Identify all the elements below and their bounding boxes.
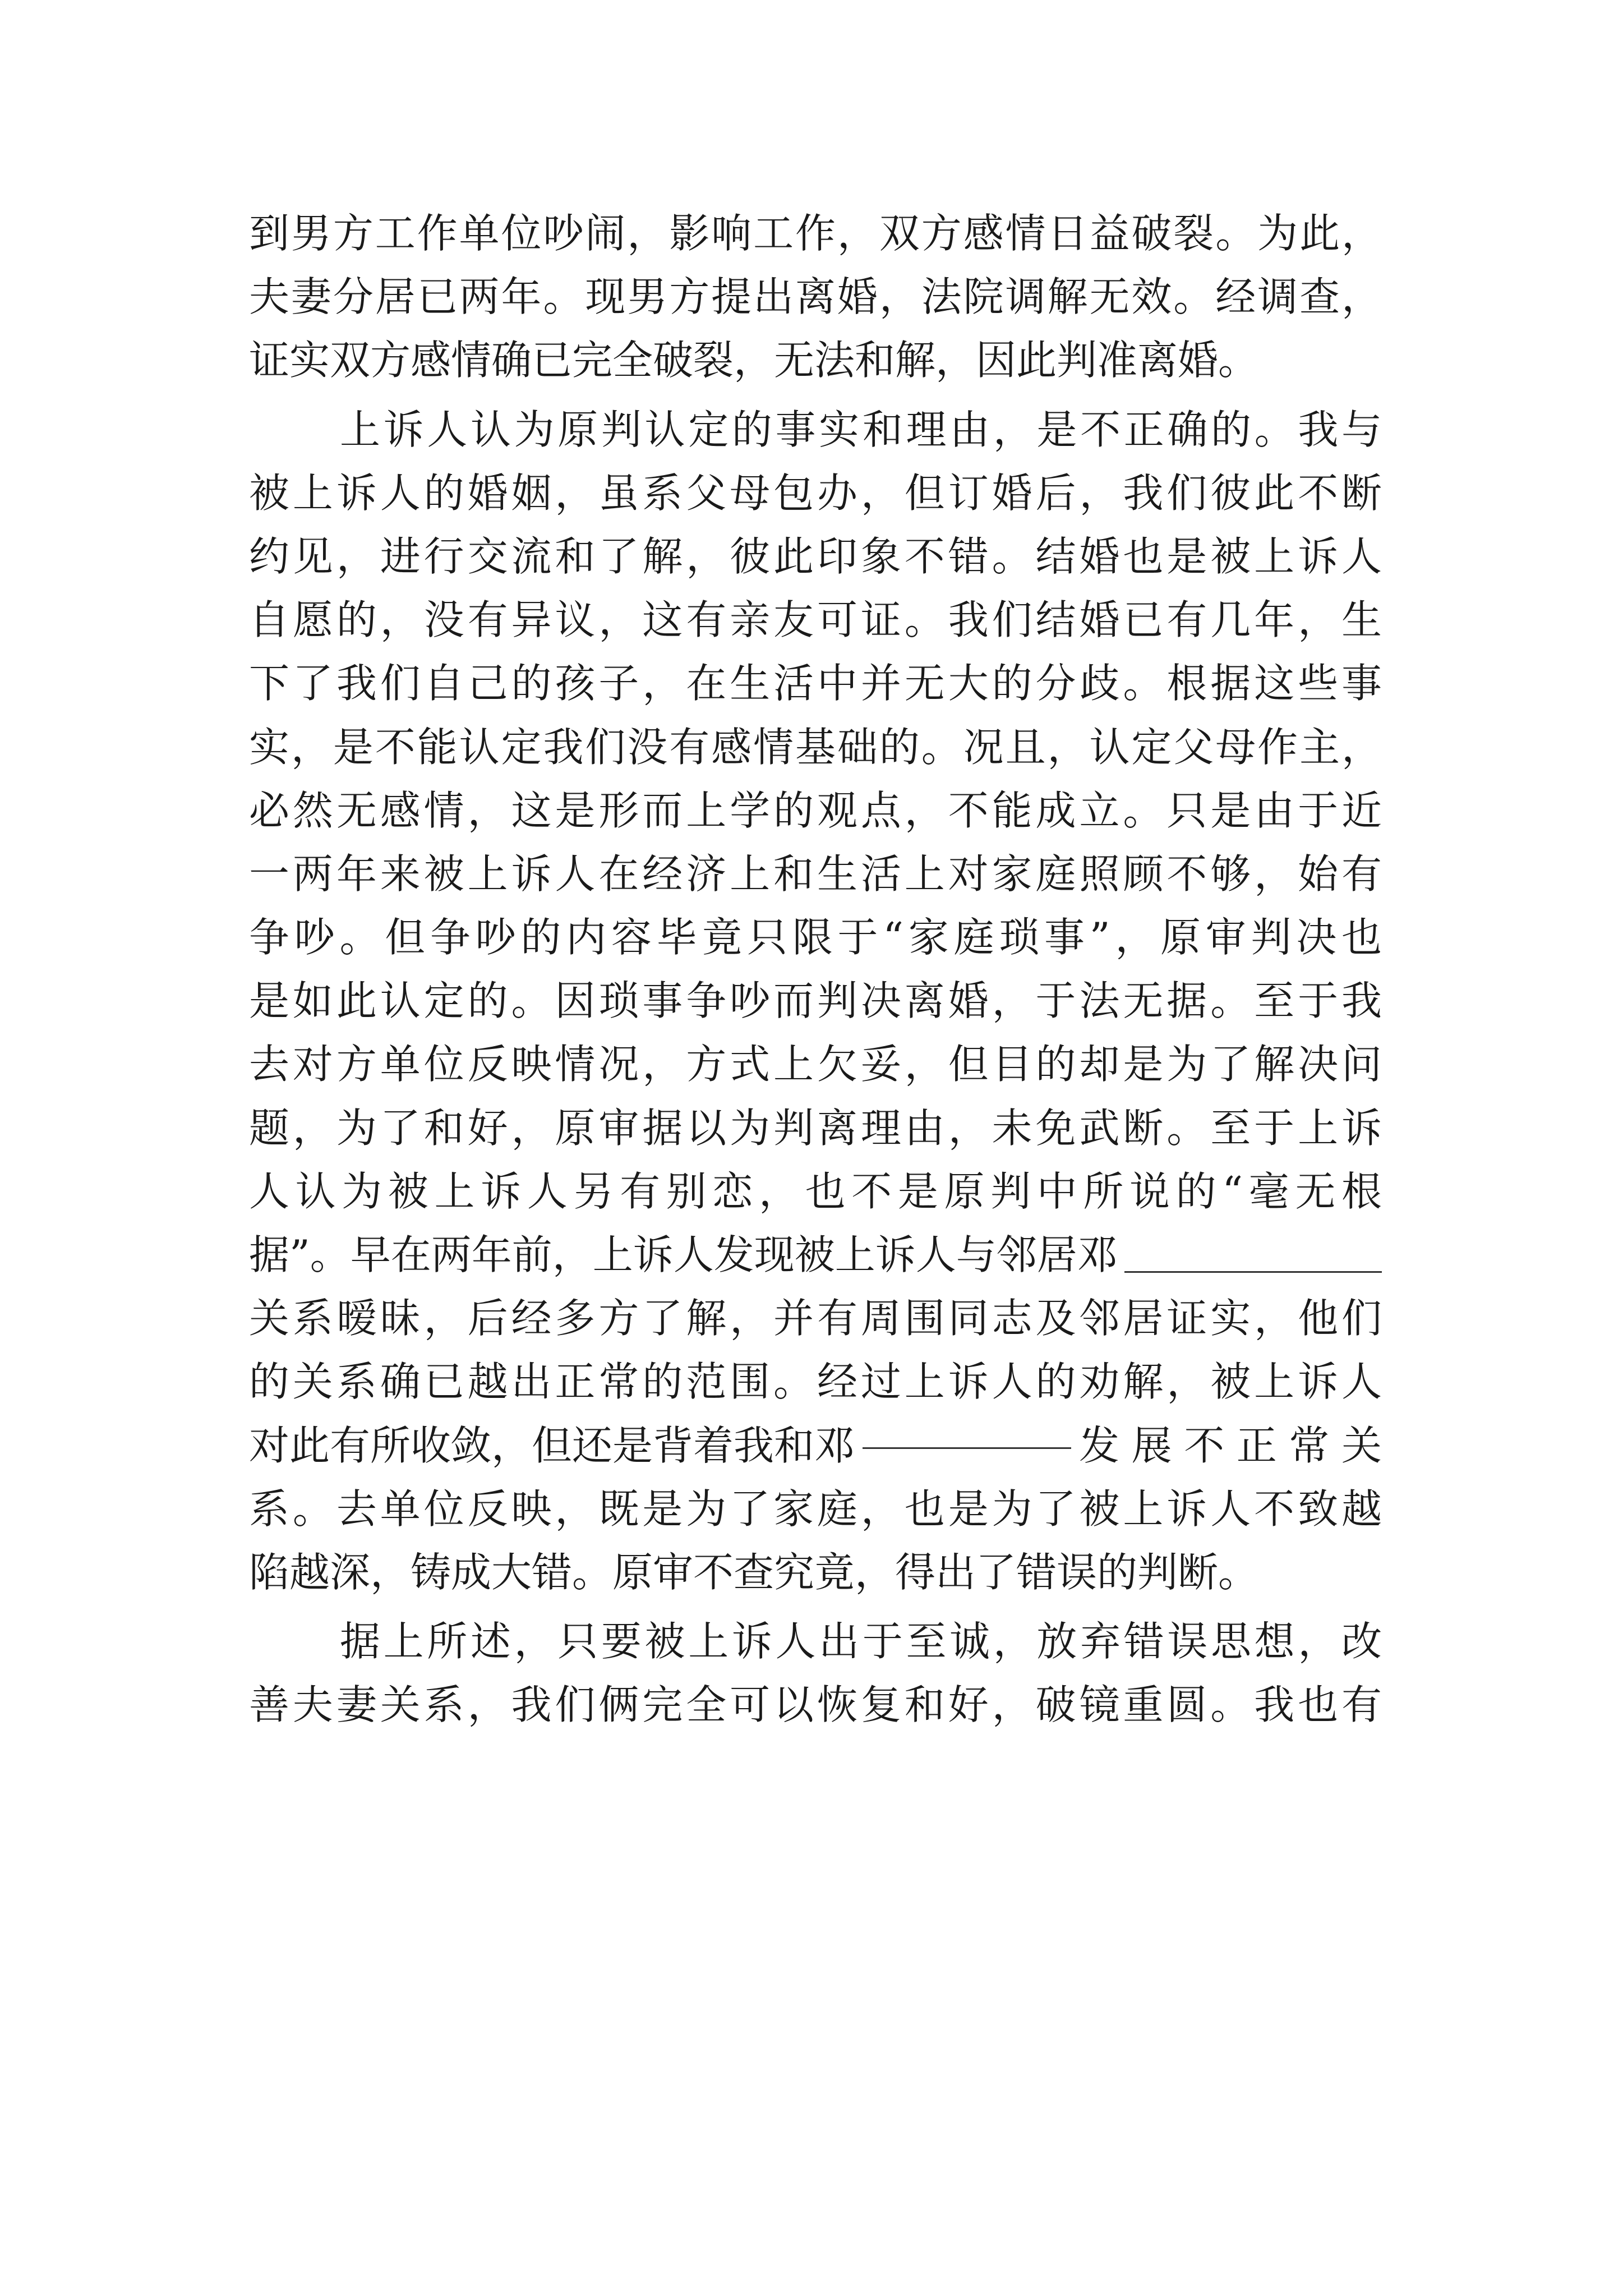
text-line: 实，是不能认定我们没有感情基础的。况且，认定父母作主， xyxy=(249,723,1382,771)
document-body xyxy=(249,202,1382,1737)
paragraph-start-line: 上诉人认为原判认定的事实和理由，是不正确的。我与 xyxy=(340,406,1382,453)
text-line: 的关系确已越出正常的范围。经过上诉人的劝解，被上诉人 xyxy=(249,1358,1382,1406)
text-line: 证实双方感情确已完全破裂，无法和解，因此判准离婚。 xyxy=(249,337,1259,384)
text-line-with-blank: 据”。早在两年前，上诉人发现被上诉人与邻居邓 xyxy=(249,1223,1382,1287)
text-line: 争吵。但争吵的内容毕竟只限于“家庭琐事”，原审判决也 xyxy=(249,914,1382,961)
text-line: 被上诉人的婚姻，虽系父母包办，但订婚后，我们彼此不断 xyxy=(249,469,1382,517)
text-line: 是如此认定的。因琐事争吵而判决离婚，于法无据。至于我 xyxy=(249,977,1382,1025)
fill-in-blank xyxy=(1124,1237,1382,1273)
text-line: 人认为被上诉人另有别恋，也不是原判中所说的“毫无根 xyxy=(249,1167,1382,1215)
text-line: 系。去单位反映，既是为了家庭，也是为了被上诉人不致越 xyxy=(249,1485,1382,1533)
text-line: 关系暧昧，后经多方了解，并有周围同志及邻居证实，他们 xyxy=(249,1295,1382,1342)
text-line: 陷越深，铸成大错。原审不查究竟，得出了错误的判断。 xyxy=(249,1548,1259,1596)
fill-in-blank xyxy=(863,1443,1071,1449)
paragraph-start-line: 据上所述，只要被上诉人出于至诚，放弃错误思想，改 xyxy=(340,1618,1382,1665)
text-line: 到男方工作单位吵闹，影响工作，双方感情日益破裂。为此， xyxy=(249,210,1382,257)
text-line: 必然无感情，这是形而上学的观点，不能成立。只是由于近 xyxy=(249,786,1382,834)
text-line: 一两年来被上诉人在经济上和生活上对家庭照顾不够，始有 xyxy=(249,850,1382,898)
text-line: 下了我们自己的孩子，在生活中并无大的分歧。根据这些事 xyxy=(249,660,1382,707)
text-line-with-blank: 对此有所收敛，但还是背着我和邓 发展不正常关 xyxy=(249,1421,1382,1469)
text-line: 善夫妻关系，我们俩完全可以恢复和好，破镜重圆。我也有 xyxy=(249,1681,1382,1729)
text-line: 夫妻分居已两年。现男方提出离婚，法院调解无效。经调查， xyxy=(249,273,1382,321)
text-line: 自愿的，没有异议，这有亲友可证。我们结婚已有几年，生 xyxy=(249,596,1382,644)
text-line: 约见，进行交流和了解，彼此印象不错。结婚也是被上诉人 xyxy=(249,532,1382,580)
text-line: 去对方单位反映情况，方式上欠妥，但目的却是为了解决问 xyxy=(249,1041,1382,1088)
text-line: 题，为了和好，原审据以为判离理由，未免武断。至于上诉 xyxy=(249,1104,1382,1152)
